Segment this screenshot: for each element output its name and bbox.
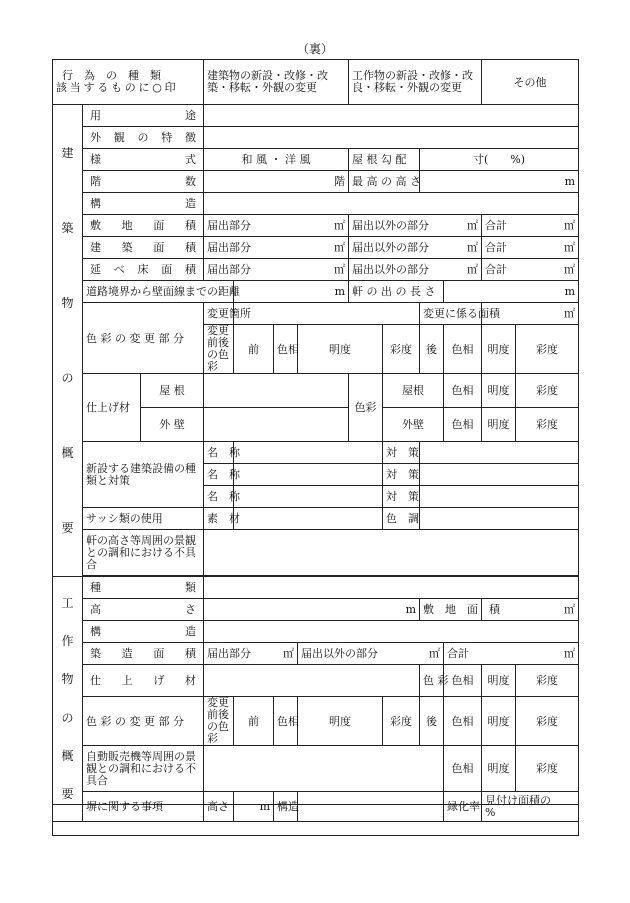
label-kind: 種 類 bbox=[83, 577, 204, 599]
label-structure: 構 造 bbox=[83, 193, 204, 215]
floor-area-row bbox=[53, 259, 579, 281]
label-roof-pitch: 屋 根 勾 配 bbox=[349, 149, 420, 171]
label-material: 素 材 bbox=[204, 508, 234, 530]
field-built-area-other[interactable]: 届出以外の部分 ㎡ bbox=[298, 643, 444, 665]
field-struct-value[interactable]: 明度 bbox=[482, 665, 516, 697]
field-wall-value[interactable]: 明度 bbox=[482, 408, 516, 442]
label-measure-2: 対 策 bbox=[383, 464, 420, 486]
field-wall-chroma[interactable]: 彩度 bbox=[516, 408, 579, 442]
field-measure-2[interactable] bbox=[420, 464, 579, 486]
field-floor-area-total[interactable]: 合計 ㎡ bbox=[482, 259, 579, 281]
label-wall: 外 壁 bbox=[141, 408, 204, 442]
field-construct[interactable] bbox=[204, 621, 579, 643]
label-height: 高 さ bbox=[83, 599, 204, 621]
field-struct-chroma[interactable]: 彩度 bbox=[516, 665, 579, 697]
field-measure-3[interactable] bbox=[420, 486, 579, 508]
label-color: 色彩 bbox=[349, 374, 383, 442]
label-roof2: 屋根 bbox=[383, 374, 444, 408]
label-changed-area: 変更に係る面積 bbox=[420, 303, 482, 325]
field-roof-hue[interactable]: 色相 bbox=[444, 374, 482, 408]
label-max-height: 最 高 の 高 さ bbox=[349, 171, 420, 193]
field-before-hue[interactable]: 色相 bbox=[274, 325, 298, 374]
field-building-area-other[interactable]: 届出以外の部分 ㎡ bbox=[349, 237, 482, 259]
label-measure-1: 対 策 bbox=[383, 442, 420, 464]
field-height[interactable]: m bbox=[204, 599, 420, 621]
option-building[interactable]: 建築物の新設・改修・改築・移転・外観の変更 bbox=[204, 60, 349, 105]
field-use[interactable] bbox=[204, 105, 579, 127]
field-before-hue-2[interactable]: 色相 bbox=[274, 697, 298, 746]
label-after: 後 bbox=[420, 325, 444, 374]
label-after-2: 後 bbox=[420, 697, 444, 746]
label-road-distance: 道路境界から壁面線までの距離 bbox=[83, 281, 234, 303]
field-building-area-total[interactable]: 合計 ㎡ bbox=[482, 237, 579, 259]
field-kind[interactable] bbox=[204, 577, 579, 599]
field-before-chroma-2[interactable]: 彩度 bbox=[383, 697, 420, 746]
label-color-before-after: 変更前後の色彩 bbox=[204, 325, 234, 374]
field-roof-value[interactable]: 明度 bbox=[482, 374, 516, 408]
field-struct-hue[interactable]: 色相 bbox=[444, 665, 482, 697]
label-vending: 自動販売機等周囲の景観との調和における不具合 bbox=[83, 746, 204, 792]
field-structure[interactable] bbox=[204, 193, 579, 215]
field-site-area-other[interactable]: 届出以外の部分 ㎡ bbox=[349, 215, 482, 237]
field-before-value-2[interactable]: 明度 bbox=[298, 697, 383, 746]
field-floors[interactable]: 階 bbox=[204, 171, 349, 193]
field-changed-area[interactable]: ㎡ bbox=[482, 303, 579, 325]
label-measure-3: 対 策 bbox=[383, 486, 420, 508]
label-wall-matters: 塀に関する事項 bbox=[83, 792, 204, 822]
label-name-3: 名 称 bbox=[204, 486, 234, 508]
option-other[interactable]: その他 bbox=[482, 60, 579, 105]
label-finish-2: 仕 上 げ 材 bbox=[83, 665, 204, 697]
remarks-box[interactable] bbox=[52, 804, 579, 836]
field-material[interactable] bbox=[234, 508, 383, 530]
field-roof-chroma[interactable]: 彩度 bbox=[516, 374, 579, 408]
field-height-2[interactable]: m bbox=[234, 792, 274, 822]
label-construct-2: 構造 bbox=[274, 792, 298, 822]
field-wall-hue[interactable]: 色相 bbox=[444, 408, 482, 442]
label-eave-length: 軒 の 出 の 長 さ bbox=[349, 281, 444, 303]
field-visible-area[interactable]: 見付け面積の % bbox=[482, 792, 579, 822]
label-site-area: 敷 地 面 積 bbox=[83, 215, 204, 237]
field-road-distance[interactable]: m bbox=[234, 281, 349, 303]
action-type-row bbox=[53, 60, 579, 105]
label-exterior-features: 外 観 の 特 徴 bbox=[83, 127, 204, 149]
label-height-2: 高さ bbox=[204, 792, 234, 822]
field-after-hue-2[interactable]: 色相 bbox=[444, 697, 482, 746]
label-use: 用 途 bbox=[83, 105, 204, 127]
label-greening: 緑化率 bbox=[444, 792, 482, 822]
field-vending[interactable] bbox=[204, 746, 444, 792]
field-floor-area-other[interactable]: 届出以外の部分 ㎡ bbox=[349, 259, 482, 281]
label-color-change-2: 色 彩 の 変 更 部 分 bbox=[83, 697, 204, 746]
field-site-area-reported[interactable]: 届出部分 ㎡ bbox=[204, 215, 349, 237]
field-floor-area-reported[interactable]: 届出部分 ㎡ bbox=[204, 259, 349, 281]
label-building-area: 建 築 面 積 bbox=[83, 237, 204, 259]
label-wall2: 外壁 bbox=[383, 408, 444, 442]
field-before-chroma[interactable]: 彩度 bbox=[383, 325, 420, 374]
label-change-location: 変更箇所 bbox=[204, 303, 234, 325]
field-building-area-reported[interactable]: 届出部分 ㎡ bbox=[204, 237, 349, 259]
field-site-area-2[interactable]: ㎡ bbox=[482, 599, 579, 621]
site-area-row bbox=[53, 215, 579, 237]
label-new-equipment: 新設する建築設備の種類と対策 bbox=[83, 442, 204, 508]
field-name-3[interactable] bbox=[234, 486, 383, 508]
field-roof-finish[interactable] bbox=[204, 374, 349, 408]
label-before-2: 前 bbox=[234, 697, 274, 746]
label-site-area-2: 敷 地 面 積 bbox=[420, 599, 482, 621]
label-style: 様 式 bbox=[83, 149, 204, 171]
label-construct: 構 造 bbox=[83, 621, 204, 643]
application-form-table bbox=[52, 59, 579, 822]
building-side-label: 建 築 物 の 概 要 bbox=[53, 105, 83, 577]
label-sash: サッシ類の使用 bbox=[83, 508, 204, 530]
field-after-chroma[interactable]: 彩度 bbox=[516, 325, 579, 374]
label-roof: 屋 根 bbox=[141, 374, 204, 408]
label-built-area: 築 造 面 積 bbox=[83, 643, 204, 665]
label-tone: 色 調 bbox=[383, 508, 420, 530]
label-name-1: 名 称 bbox=[204, 442, 234, 464]
label-total-floor-area: 延 べ 床 面 積 bbox=[83, 259, 204, 281]
label-finish: 仕上げ材 bbox=[83, 374, 141, 442]
field-change-location[interactable] bbox=[234, 303, 420, 325]
action-type-label: 行 為 の 種 類 該当するものに○印 bbox=[53, 60, 204, 105]
field-exterior-features[interactable] bbox=[204, 127, 579, 149]
field-built-area-reported[interactable]: 届出部分 ㎡ bbox=[204, 643, 298, 665]
label-before-after-2: 変更前後の色彩 bbox=[204, 697, 234, 746]
field-name-1[interactable] bbox=[234, 442, 383, 464]
label-color-2: 色 彩 bbox=[420, 665, 444, 697]
label-name-2: 名 称 bbox=[204, 464, 234, 486]
field-style[interactable]: 和 風 ・ 洋 風 bbox=[204, 149, 349, 171]
building-area-row bbox=[53, 237, 579, 259]
field-before-value[interactable]: 明度 bbox=[298, 325, 383, 374]
field-site-area-total[interactable]: 合計 ㎡ bbox=[482, 215, 579, 237]
label-harmony-issues: 軒の高さ等周囲の景観との調和における不具合 bbox=[83, 530, 204, 576]
field-vending-chroma[interactable]: 彩度 bbox=[516, 746, 579, 792]
field-finish-2[interactable] bbox=[204, 665, 420, 697]
field-eave-length[interactable]: m bbox=[444, 281, 579, 303]
field-vending-hue[interactable]: 色相 bbox=[444, 746, 482, 792]
field-wall-finish[interactable] bbox=[204, 408, 349, 442]
field-max-height[interactable]: m bbox=[420, 171, 579, 193]
field-after-hue[interactable]: 色相 bbox=[444, 325, 482, 374]
field-harmony-issues[interactable] bbox=[204, 530, 579, 576]
label-color-change: 色 彩 の 変 更 部 分 bbox=[83, 303, 204, 374]
field-built-area-total[interactable]: 合計 ㎡ bbox=[444, 643, 579, 665]
field-name-2[interactable] bbox=[234, 464, 383, 486]
field-roof-pitch[interactable]: 寸( %) bbox=[420, 149, 579, 171]
field-after-value-2[interactable]: 明度 bbox=[482, 697, 516, 746]
structure-side-label: 工 作 物 の 概 要 bbox=[53, 577, 83, 822]
field-tone[interactable] bbox=[420, 508, 579, 530]
field-after-chroma-2[interactable]: 彩度 bbox=[516, 697, 579, 746]
label-before: 前 bbox=[234, 325, 274, 374]
field-vending-value[interactable]: 明度 bbox=[482, 746, 516, 792]
label-floors: 階 数 bbox=[83, 171, 204, 193]
field-measure-1[interactable] bbox=[420, 442, 579, 464]
field-after-value[interactable]: 明度 bbox=[482, 325, 516, 374]
option-structure[interactable]: 工作物の新設・改修・改良・移転・外観の変更 bbox=[349, 60, 482, 105]
page-title: （裏） bbox=[296, 42, 333, 56]
